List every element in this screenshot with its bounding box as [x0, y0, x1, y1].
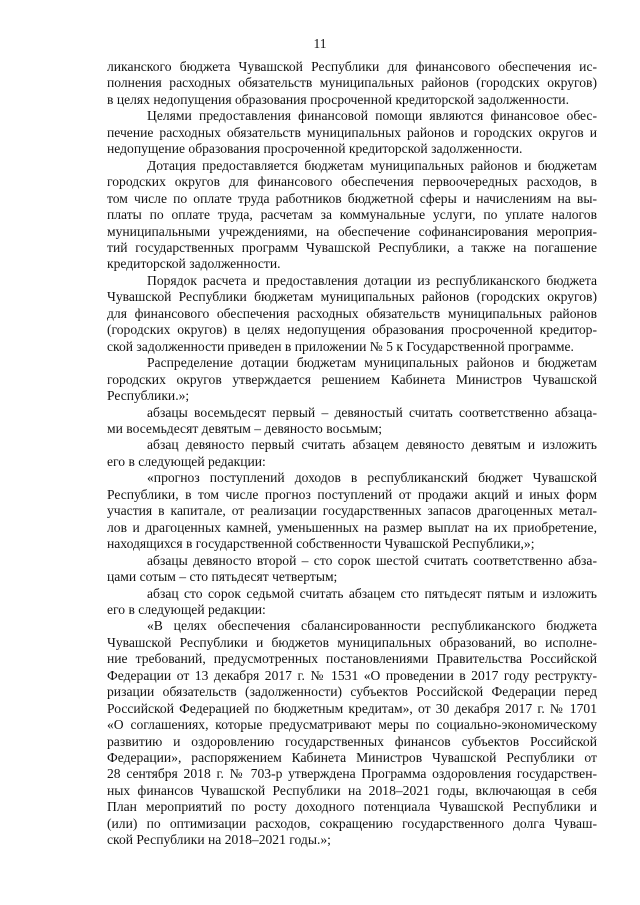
- text-line: том числе по оплате труда работников бюджетной сферы и начислениям на вы-: [107, 190, 597, 206]
- text-line: Республики, в том числе прогноз поступлений от продажи акций и иных форм: [107, 486, 597, 502]
- document-body: [107, 59, 597, 849]
- text-line: для финансового обеспечения расходных обязательств муниципальных районов: [107, 305, 597, 321]
- text-line: платы по оплате труда, расчетам за коммунальные услуги, по уплате налогов: [107, 207, 597, 223]
- text-line: в целях недопущения образования просроченной кредиторской задолженности.: [107, 91, 569, 107]
- text-line: Федерации от 13 декабря 2017 г. № 1531 «О проведении в 2017 году реструкту-: [107, 667, 597, 683]
- text-line: ми восемьдесят девятым – девяносто восьмым;: [107, 420, 383, 436]
- text-line: лов и драгоценных камней, уменьшенных на размер выплат на их приобретение,: [107, 519, 597, 535]
- text-line: Дотация предоставляется бюджетам муниципальных районов и бюджетам: [147, 157, 597, 173]
- text-line: ской задолженности приведен в приложении № 5 к Государственной программе.: [107, 338, 574, 354]
- text-line: (городских округов) в целях недопущения образования просроченной кредитор-: [107, 322, 597, 338]
- text-line: (или) по оптимизации расходов, сокращению государственного долга Чуваш-: [107, 815, 597, 831]
- text-line: Целями предоставления финансовой помощи являются финансовое обес-: [147, 108, 597, 124]
- text-line: ризации обязательств (задолженности) субъектов Российской Федерации перед: [107, 684, 597, 700]
- text-line: Чувашской Республики и бюджетов муниципальных образований, во исполне-: [107, 634, 597, 650]
- text-line: «прогноз поступлений доходов в республиканский бюджет Чувашской: [147, 470, 597, 486]
- text-line: Чувашской Республики бюджетам муниципальных районов (городских округов): [107, 289, 597, 305]
- text-line: абзацы девяносто второй – сто сорок шестой считать соответственно абза-: [147, 552, 597, 568]
- text-line: полнения расходных обязательств муниципальных районов (городских округов): [107, 75, 597, 91]
- text-line: 28 сентября 2018 г. № 703-р утверждена Программа оздоровления государствен-: [107, 766, 597, 782]
- text-line: Порядок расчета и предоставления дотации из республиканского бюджета: [147, 272, 597, 288]
- text-line: участия в капитале, от реализации государственных запасов драгоценных метал-: [107, 503, 597, 519]
- text-line: «В целях обеспечения сбалансированности республиканского бюджета: [147, 618, 597, 634]
- text-line: развитию и оздоровлению государственных финансов субъектов Российской: [107, 733, 597, 749]
- text-line: печение расходных обязательств муниципальных районов и городских округов и: [107, 124, 597, 140]
- text-line: абзацы восемьдесят первый – девяностый считать соответственно абзаца-: [147, 404, 597, 420]
- text-line: муниципальными учреждениями, на обеспечение софинансирования мероприя-: [107, 223, 597, 239]
- text-line: цами сотым – сто пятьдесят четвертым;: [107, 569, 338, 585]
- text-line: тий государственных программ Чувашской Республики, а также на погашение: [107, 239, 597, 255]
- text-line: абзац сто сорок седьмой считать абзацем сто пятьдесят пятым и изложить: [147, 585, 597, 601]
- text-line: абзац девяносто первый считать абзацем девяносто девятым и изложить: [147, 437, 597, 453]
- text-line: городских округов утверждается решением Кабинета Министров Чувашской: [107, 371, 597, 387]
- text-line: городских округов для финансового обеспечения первоочередных расходов, в: [107, 174, 597, 190]
- text-line: «О соглашениях, которые предусматривают меры по социально-экономическому: [107, 717, 597, 733]
- text-line: Распределение дотации бюджетам муниципальных районов и бюджетам: [147, 355, 597, 371]
- page-number: 11: [313, 36, 327, 51]
- text-line: недопущение образования просроченной кредиторской задолженности.: [107, 141, 523, 157]
- text-line: его в следующей редакции:: [107, 453, 266, 469]
- text-line: ных финансов Чувашской Республики на 2018–2021 годы, включающая в себя: [107, 782, 597, 798]
- text-line: Республики.»;: [107, 388, 190, 404]
- text-line: его в следующей редакции:: [107, 601, 266, 617]
- text-line: План мероприятий по росту доходного потенциала Чувашской Республики и: [107, 799, 597, 815]
- text-line: Российской Федерацией по бюджетным кредитам», от 30 декабря 2017 г. № 1701: [107, 700, 597, 716]
- text-line: Федерации», распоряжением Кабинета Министров Чувашской Республики от: [107, 750, 597, 766]
- text-line: ликанского бюджета Чувашской Республики для финансового обеспечения ис-: [107, 59, 597, 74]
- text-line: кредиторской задолженности.: [107, 256, 281, 272]
- text-line: ской Республики на 2018–2021 годы.»;: [107, 832, 331, 848]
- text-line: находящихся в государственной собственности Чувашской Республики,»;: [107, 536, 535, 552]
- text-line: ние требований, предусмотренных постановлениями Правительства Российской: [107, 651, 597, 667]
